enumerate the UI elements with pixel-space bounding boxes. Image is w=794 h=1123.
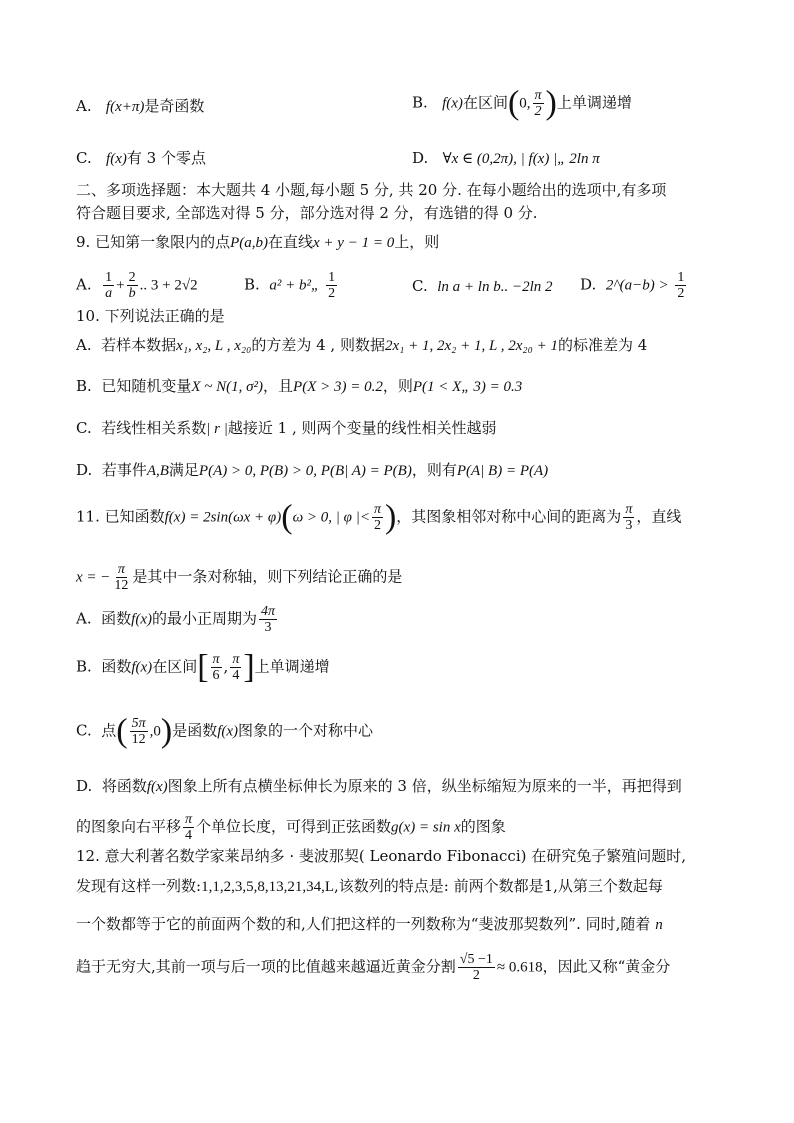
fraction: $\frac{\pi}{2}$ bbox=[373, 502, 381, 533]
fraction: $\frac{5\pi}{12}$ bbox=[131, 716, 146, 747]
option-text: 的图象 bbox=[460, 817, 506, 836]
option-text: 有 3 个零点 bbox=[126, 149, 206, 167]
q12-line2 bbox=[76, 876, 663, 897]
stem-text: ,该数列的特点是: 前两个数都是1,从第三个数起每 bbox=[333, 877, 663, 895]
option-text: 函数 bbox=[101, 609, 132, 628]
option-text: 越接近 1 , 则两个变量的线性相关性越弱 bbox=[227, 419, 497, 437]
option-label: A. bbox=[76, 275, 92, 294]
q10-stem: 10. 下列说法正确的是 bbox=[76, 307, 225, 325]
math-expr: x₁, x₂, L , x₂₀ bbox=[176, 338, 252, 354]
q12-line1: 12. 意大利著名数学家莱昂纳多 · 斐波那契( Leonardo Fibonacci) 在研究兔子繁殖问题时, bbox=[76, 847, 687, 865]
fraction: $\frac{\pi}{2}$ bbox=[534, 88, 542, 119]
paren-left: ( bbox=[507, 84, 520, 122]
math-expr: a² + b²„ bbox=[269, 277, 320, 294]
math-expr: n bbox=[655, 917, 663, 933]
fraction: $\frac{√5 -1}{2}$ bbox=[459, 952, 493, 983]
stem-text: 是其中一条对称轴，则下列结论正确的是 bbox=[132, 567, 403, 586]
math-expr: P(A| B) = P(A) bbox=[456, 463, 549, 479]
section-header-line2: 符合题目要求, 全部选对得 5 分，部分选对得 2 分，有选错的得 0 分. bbox=[76, 204, 538, 222]
q9-option-c bbox=[412, 276, 553, 297]
option-text: 若线性相关系数 bbox=[101, 419, 207, 437]
math-expr: x + y − 1 = 0 bbox=[313, 235, 395, 251]
option-text: 图象上所有点横坐标伸长为原来的 3 倍，纵坐标缩短为原来的一半，再把得到 bbox=[167, 777, 682, 795]
stem-text: 一个数都等于它的前面两个数的和,人们把这样的一列数称为“斐波那契数列”. 同时,随着 bbox=[76, 915, 651, 933]
option-label: B. bbox=[76, 657, 92, 676]
option-text: ，则 bbox=[382, 377, 413, 395]
option-text: 的最小正周期为 bbox=[152, 609, 258, 628]
q11-option-d-line2 bbox=[76, 812, 506, 843]
q10-option-d bbox=[76, 460, 548, 481]
q9-option-d bbox=[580, 270, 688, 301]
q10-option-a bbox=[76, 335, 647, 356]
math-expr: ∀x ∈ (0,2π), | f(x) |„ 2ln π bbox=[442, 151, 600, 167]
fraction: $\frac{\pi}{3}$ bbox=[625, 502, 633, 533]
math-expr: P(X > 3) = 0.2 bbox=[293, 379, 383, 395]
option-label: C. bbox=[76, 419, 92, 437]
math-expr: ,0 bbox=[149, 723, 161, 740]
q11-stem-line2 bbox=[76, 562, 402, 593]
math-expr: 2^(a−b) > bbox=[605, 277, 669, 294]
math-expr: f(x+π) bbox=[105, 99, 145, 115]
math-expr: f(x) bbox=[442, 95, 463, 112]
option-text: 图象的一个对称中心 bbox=[238, 721, 374, 740]
math-expr: ≈ 0.618 bbox=[496, 959, 543, 976]
paren-left: ( bbox=[116, 712, 128, 750]
bracket-right: ] bbox=[243, 648, 255, 686]
option-text: 点 bbox=[101, 721, 117, 740]
fraction: $\frac{\pi}{4}$ bbox=[185, 812, 193, 843]
option-text: 上单调递增 bbox=[556, 93, 632, 112]
option-text: 若样本数据 bbox=[101, 336, 177, 354]
math-expr: f(x) = 2sin(ωx + φ) bbox=[164, 509, 282, 526]
math-expr: X ~ N(1, σ²) bbox=[191, 379, 264, 395]
paren-left: ( bbox=[281, 498, 293, 536]
option-text: 若事件 bbox=[101, 461, 147, 479]
math-expr: g(x) = sin x bbox=[391, 819, 461, 836]
q11-option-b: B. 函数f(x)在区间[ $\frac{\pi}{6}$ , $\frac{\pi}{4}$ ]上单调递增 bbox=[76, 648, 330, 686]
stem-text: 9. 已知第一象限内的点 bbox=[76, 233, 231, 251]
math-expr: ln a + ln b.. −2ln 2 bbox=[437, 279, 553, 295]
q10-option-b bbox=[76, 376, 522, 397]
q11-option-d bbox=[76, 776, 682, 797]
option-text: 上单调递增 bbox=[254, 657, 330, 676]
math-expr: f(x) bbox=[217, 723, 239, 740]
stem-text: 发现有这样一列数: bbox=[76, 877, 202, 895]
option-text: 已知随机变量 bbox=[101, 377, 192, 395]
option-text: 是函数 bbox=[172, 721, 218, 740]
q9-stem bbox=[76, 232, 439, 253]
math-expr: 2x₁ + 1, 2x₂ + 1, L , 2x₂₀ + 1 bbox=[384, 338, 558, 354]
q10-option-c bbox=[76, 418, 497, 439]
option-text: ，则有 bbox=[411, 461, 457, 479]
fraction: $\frac{1}{2}$ bbox=[677, 270, 685, 301]
q12-line4 bbox=[76, 952, 670, 983]
stem-text: ，因此又称“黄金分 bbox=[542, 957, 671, 976]
math-expr: 1,1,2,3,5,8,13,21,34,L bbox=[201, 879, 334, 895]
fraction: $\frac{4\pi}{3}$ bbox=[261, 604, 276, 635]
stem-text: 趋于无穷大,其前一项与后一项的比值越来越逼近黄金分割 bbox=[76, 957, 456, 976]
math-expr: f(x) bbox=[131, 611, 152, 628]
option-label: A. bbox=[76, 336, 92, 354]
option-label: C. bbox=[412, 277, 428, 295]
option-label: A. bbox=[76, 609, 92, 628]
option-text: 的方差为 4 , 则数据 bbox=[251, 336, 385, 354]
math-expr: f(x) bbox=[106, 151, 127, 167]
option-label: B. bbox=[76, 377, 92, 395]
option-label: B. bbox=[244, 275, 260, 294]
bracket-left: [ bbox=[197, 648, 209, 686]
section-header-line1: 二、多项选择题：本大题共 4 小题,每小题 5 分, 共 20 分. 在每小题给出的选项中,有多项 bbox=[76, 181, 667, 199]
stem-text: ，直线 bbox=[636, 507, 682, 526]
paren-right: ) bbox=[545, 84, 557, 122]
math-expr: + bbox=[116, 277, 125, 294]
option-text: 在区间 bbox=[462, 93, 508, 112]
option-text: 的图象向右平移 bbox=[76, 817, 182, 836]
q8-option-a bbox=[76, 96, 204, 117]
q8-option-c bbox=[76, 148, 206, 169]
math-expr: P(A) > 0, P(B) > 0, P(B| A) = P(B) bbox=[198, 463, 412, 479]
q9-options bbox=[76, 270, 198, 301]
q8-option-b bbox=[412, 84, 632, 122]
q11-stem bbox=[76, 498, 682, 536]
math-expr: f(x) bbox=[131, 659, 153, 676]
fraction: $\frac{\pi}{6}$ bbox=[212, 652, 220, 683]
math-expr: ω > 0, | φ |< bbox=[292, 509, 370, 526]
math-expr: | r | bbox=[206, 421, 228, 437]
paren-right: ) bbox=[160, 712, 173, 750]
q9-option-b bbox=[244, 270, 339, 301]
stem-text: 在直线 bbox=[268, 233, 314, 251]
option-text: 是奇函数 bbox=[144, 97, 205, 115]
option-text: 在区间 bbox=[152, 657, 198, 676]
option-text: 的标准差为 4 bbox=[557, 336, 648, 354]
math-expr: x = − bbox=[76, 569, 111, 586]
option-text: ，且 bbox=[263, 377, 294, 395]
option-text: 函数 bbox=[101, 657, 132, 676]
option-label: D. bbox=[412, 149, 429, 167]
stem-text: 11. 已知函数 bbox=[76, 507, 165, 526]
math-expr: 0, bbox=[519, 95, 531, 112]
math-expr: f(x) bbox=[146, 779, 168, 795]
option-label: A. bbox=[76, 97, 92, 115]
paren-right: ) bbox=[384, 498, 397, 536]
fraction: $\frac{\pi}{12}$ bbox=[114, 562, 129, 593]
fraction: $\frac{2}{b}$ bbox=[128, 270, 136, 301]
option-text: 满足 bbox=[168, 461, 199, 479]
math-expr: A,B bbox=[146, 463, 169, 479]
math-expr: P(1 < X„ 3) = 0.3 bbox=[412, 379, 523, 395]
stem-text: 上，则 bbox=[394, 233, 440, 251]
q11-option-a bbox=[76, 604, 279, 635]
q8-option-d bbox=[412, 148, 600, 169]
option-label: D. bbox=[76, 777, 93, 795]
fraction: $\frac{1}{2}$ bbox=[328, 270, 336, 301]
stem-text: ，其图象相邻对称中心间的距离为 bbox=[396, 507, 622, 526]
option-text: 个单位长度，可得到正弦函数 bbox=[196, 817, 392, 836]
q12-line3 bbox=[76, 914, 663, 935]
math-expr: P(a,b) bbox=[230, 235, 268, 251]
option-label: C. bbox=[76, 149, 92, 167]
q11-option-c bbox=[76, 712, 374, 750]
option-label: C. bbox=[76, 721, 92, 740]
option-label: D. bbox=[76, 461, 93, 479]
option-text: 将函数 bbox=[101, 777, 147, 795]
fraction: $\frac{1}{a}$ bbox=[105, 270, 113, 301]
fraction: $\frac{\pi}{4}$ bbox=[232, 652, 240, 683]
option-label: D. bbox=[580, 275, 597, 294]
option-label: B. bbox=[412, 93, 428, 112]
math-expr: .. 3 + 2√2 bbox=[139, 277, 198, 294]
